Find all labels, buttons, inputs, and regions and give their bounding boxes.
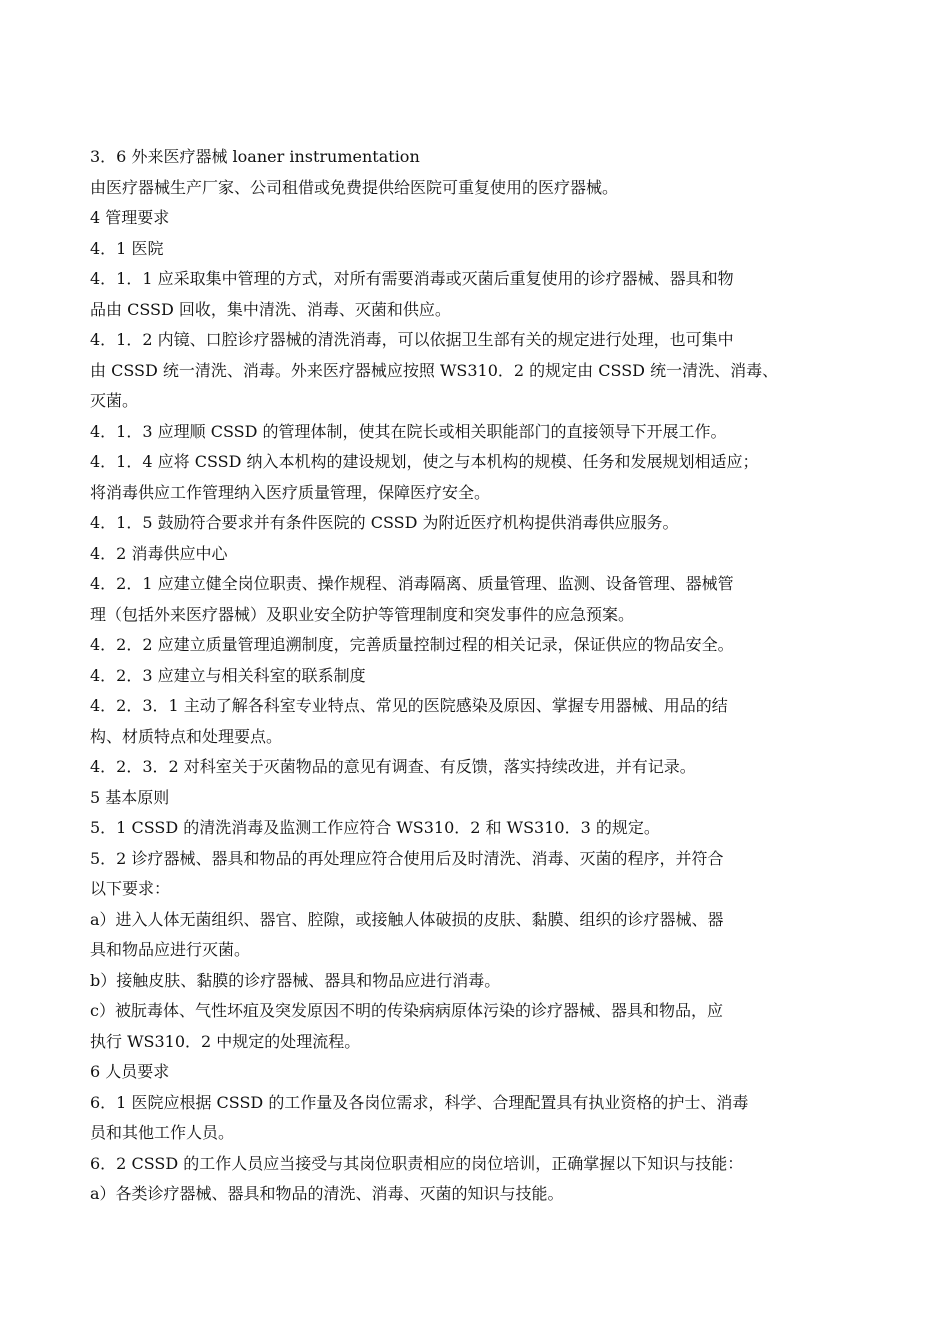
paragraph-line: 由 CSSD 统一清洗、消毒。外来医疗器械应按照 WS310．2 的规定由 CSSD 统一清洗、消毒、 [90,360,779,380]
paragraph-line: 4．1．4 应将 CSSD 纳入本机构的建设规划，使之与本机构的规模、任务和发展规划相适应； [90,452,759,471]
paragraph-line: 6．2 CSSD 的工作人员应当接受与其岗位职责相应的岗位培训，正确掌握以下知识与技能： [90,1153,744,1173]
paragraph-line: 4．1．1 应采取集中管理的方式，对所有需要消毒或灭菌后重复使用的诊疗器械、器具和物 [90,269,734,288]
paragraph-line: 4．2．2 应建立质量管理追溯制度，完善质量控制过程的相关记录，保证供应的物品安全。 [90,635,734,654]
paragraph-line: 4．1．5 鼓励符合要求并有条件医院的 CSSD 为附近医疗机构提供消毒供应服务。 [90,513,679,532]
paragraph-line: 5．1 CSSD 的清洗消毒及监测工作应符合 WS310．2 和 WS310．3 的规定。 [90,818,660,837]
list-item-a: a）进入人体无菌组织、器官、腔隙，或接触人体破损的皮肤、黏膜、组织的诊疗器械、器 [90,909,724,929]
list-item-b: b）接触皮肤、黏膜的诊疗器械、器具和物品应进行消毒。 [90,970,501,990]
section-heading-3-6: 3．6 外来医疗器械 loaner instrumentation [90,147,420,166]
paragraph-line: 品由 CSSD 回收，集中清洗、消毒、灭菌和供应。 [90,299,451,319]
document-body [90,142,860,1210]
section-heading-4-2: 4．2 消毒供应中心 [90,543,228,563]
paragraph-line: 4．2．3．2 对科室关于灭菌物品的意见有调查、有反馈，落实持续改进，并有记录。 [90,757,696,776]
paragraph-line: 由医疗器械生产厂家、公司租借或免费提供给医院可重复使用的医疗器械。 [90,177,619,197]
paragraph-line: 4．2．3 应建立与相关科室的联系制度 [90,665,366,685]
section-heading-5: 5 基本原则 [90,787,170,807]
section-heading-4-1: 4．1 医院 [90,238,164,258]
paragraph-line: 5．2 诊疗器械、器具和物品的再处理应符合使用后及时清洗、消毒、灭菌的程序，并符合 [90,848,724,868]
paragraph-line: 以下要求： [90,879,171,898]
paragraph-line: 4．2．3．1 主动了解各科室专业特点、常见的医院感染及原因、掌握专用器械、用品的结 [90,696,728,715]
paragraph-line: 4．2．1 应建立健全岗位职责、操作规程、消毒隔离、质量管理、监测、设备管理、器械管 [90,574,734,593]
paragraph-line: 理（包括外来医疗器械）及职业安全防护等管理制度和突发事件的应急预案。 [90,604,635,624]
section-heading-6: 6 人员要求 [90,1062,170,1081]
paragraph-line: 执行 WS310．2 中规定的处理流程。 [90,1031,361,1051]
paragraph-line: 将消毒供应工作管理纳入医疗质量管理，保障医疗安全。 [90,482,491,502]
paragraph-line: 6．1 医院应根据 CSSD 的工作量及各岗位需求，科学、合理配置具有执业资格的护士、消毒 [90,1092,749,1112]
paragraph-line: 4．1．3 应理顺 CSSD 的管理体制，使其在院长或相关职能部门的直接领导下开展工作。 [90,421,727,441]
paragraph-line: 员和其他工作人员。 [90,1123,235,1142]
paragraph-line: 灭菌。 [90,391,139,410]
list-item-a: a）各类诊疗器械、器具和物品的清洗、消毒、灭菌的知识与技能。 [90,1184,564,1203]
list-item-c: c）被朊毒体、气性坏疽及突发原因不明的传染病病原体污染的诊疗器械、器具和物品，应 [90,1001,723,1020]
paragraph-line: 具和物品应进行灭菌。 [90,940,251,959]
section-heading-4: 4 管理要求 [90,208,170,227]
paragraph-line: 4．1．2 内镜、口腔诊疗器械的清洗消毒，可以依据卫生部有关的规定进行处理，也可集中 [90,330,734,349]
paragraph-line: 构、材质特点和处理要点。 [90,726,283,746]
